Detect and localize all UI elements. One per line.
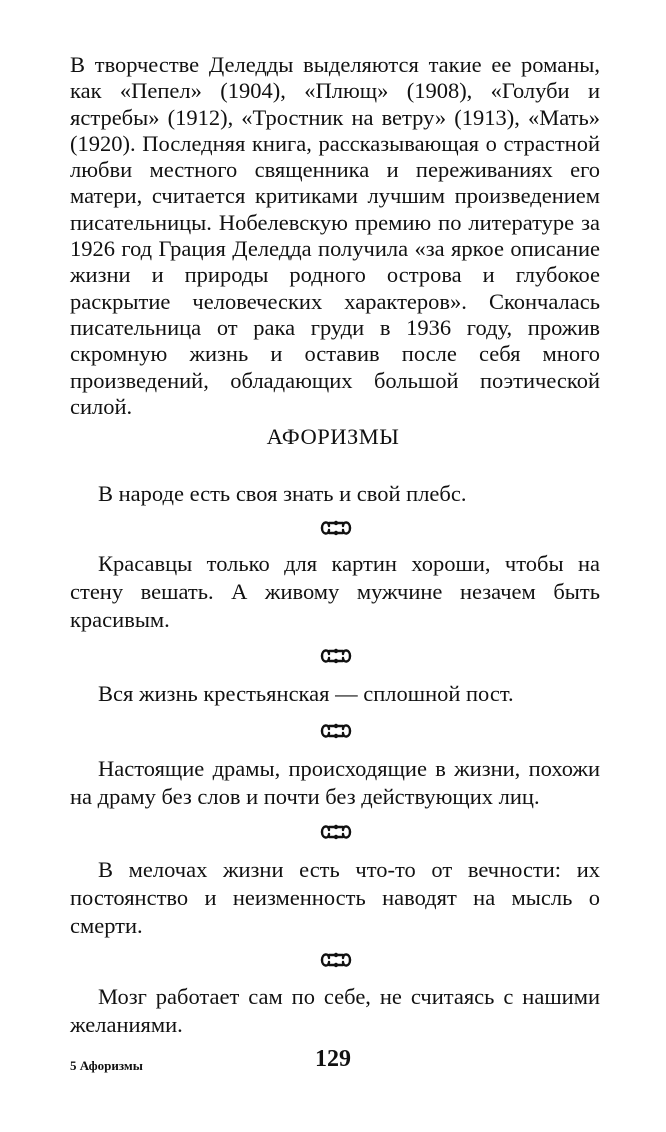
- aphorism-text: Мозг работает сам по себе, не считаясь с нашими желаниями.: [70, 984, 600, 1037]
- page-number: 129: [315, 1046, 351, 1072]
- section-heading: АФОРИЗМЫ: [266, 424, 400, 449]
- aphorism-1: [70, 480, 600, 508]
- aphorism-3: [70, 680, 600, 708]
- aphorism-2: [70, 550, 600, 634]
- aphorism-6: [70, 983, 600, 1039]
- signature-mark: 5 Афоризмы: [70, 1058, 143, 1073]
- fleuron-ornament-icon: [319, 517, 353, 539]
- aphorism-5: [70, 856, 600, 940]
- aphorism-text: Вся жизнь крестьянская — сплошной пост.: [98, 681, 514, 706]
- fleuron-ornament-icon: [319, 821, 353, 843]
- intro-text: В творчестве Деледды выделяются такие ее романы, как «Пепел» (1904), «Плющ» (1908), «Голуби и ястребы» (1912), «Тростник на ветру» (1913), «Мать» (1920). Последняя книга, рассказывающая о страстной любви местного священника и переживаниях его матери, считается критиками лучшим произведением писательницы. Нобелевскую премию по литературе за 1926 год Грация Деледда получила «за яркое описание жизни и природы родного острова и глубокое раскрытие человеческих характеров». Скончалась писательница от рака груди в 1936 году, прожив скромную жизнь и оставив после себя много произведений, обладающих большой поэтической силой.: [70, 52, 600, 419]
- aphorism-text: Настоящие драмы, происходящие в жизни, похожи на драму без слов и почти без действующих лиц.: [70, 756, 600, 809]
- aphorism-text: В народе есть своя знать и свой плебс.: [98, 481, 467, 506]
- fleuron-ornament-icon: [319, 645, 353, 667]
- fleuron-ornament-icon: [319, 720, 353, 742]
- aphorism-4: [70, 755, 600, 811]
- aphorism-text: Красавцы только для картин хороши, чтобы на стену вешать. А живому мужчине незачем быть красивым.: [70, 551, 600, 632]
- intro-paragraph: [70, 52, 600, 420]
- fleuron-ornament-icon: [319, 949, 353, 971]
- aphorism-text: В мелочах жизни есть что-то от вечности: их постоянство и неизменность наводят на мысль о смерти.: [70, 857, 600, 938]
